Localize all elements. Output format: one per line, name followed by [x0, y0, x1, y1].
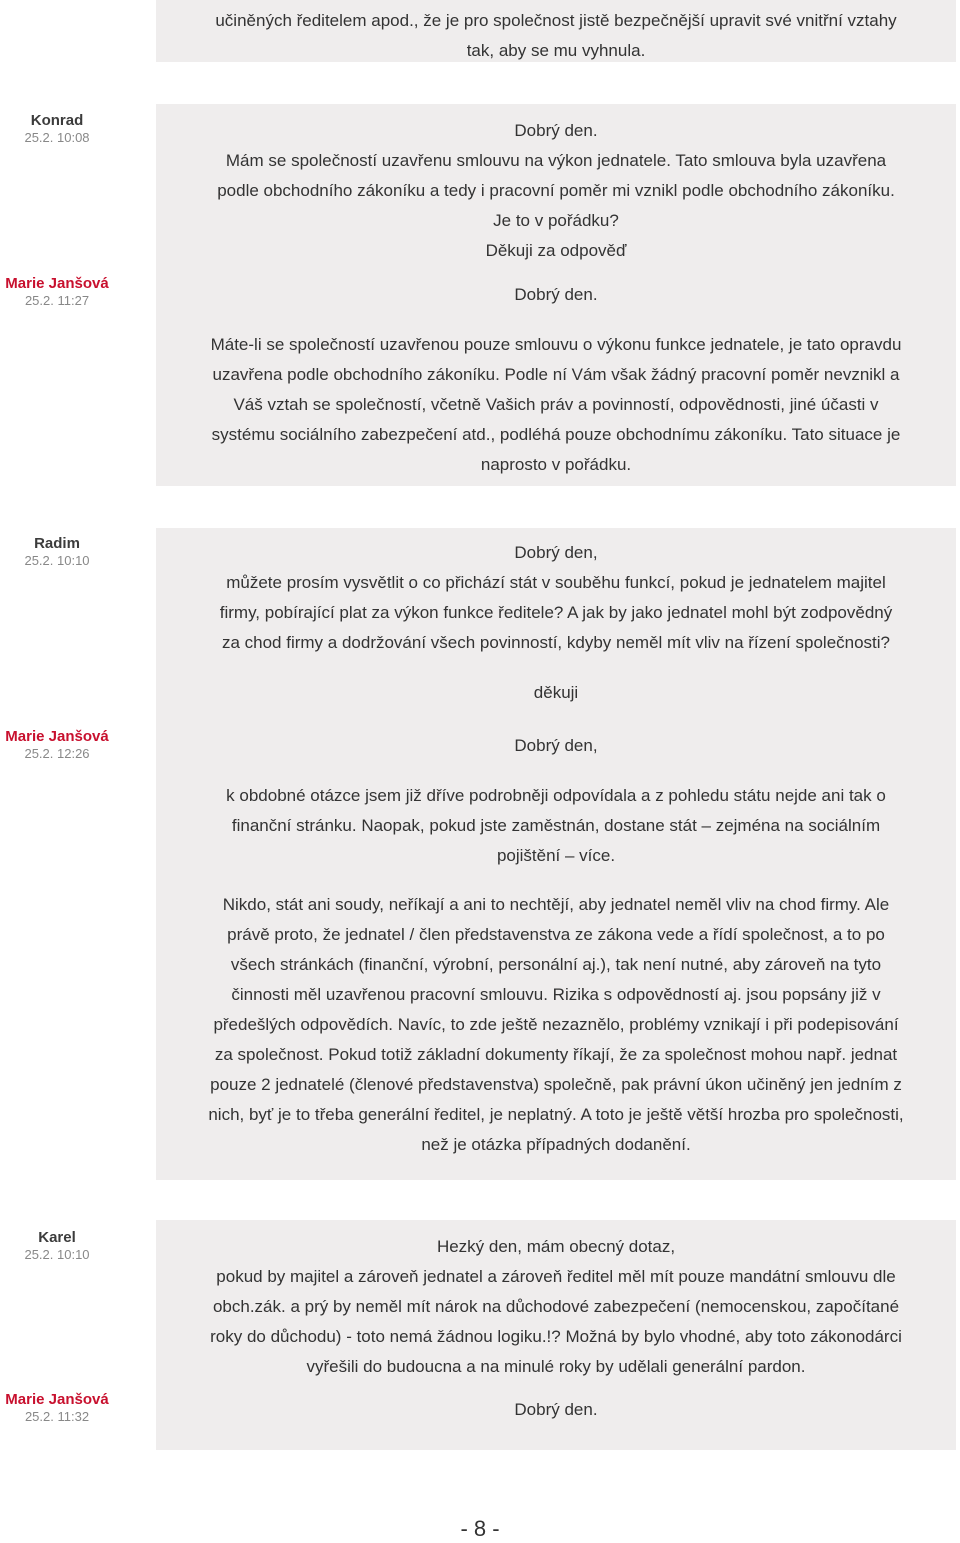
- question-text-line: roky do důchodu) - toto nemá žádnou logiku.!? Možná by bylo vhodné, aby toto zákonodárci: [210, 1327, 902, 1346]
- answer-text-line: finanční stránku. Naopak, pokud jste zaměstnán, dostane stát – zejména na sociálním: [231, 816, 881, 835]
- answer-time: 25.2. 11:27: [24, 293, 90, 308]
- answer-greeting: Dobrý den.: [514, 285, 598, 304]
- question-text-line: Dobrý den.: [514, 121, 598, 140]
- answer-text-line: za společnost. Pokud totiž základní dokumenty říkají, že za společnost mohou např. jednat: [214, 1045, 898, 1064]
- answer-author-name: Marie Janšová: [5, 728, 109, 745]
- answer-text-line: všech stránkách (finanční, výrobní, personální aj.), tak není nutné, aby zároveň na tyto: [230, 955, 882, 974]
- question-text-line: obch.zák. a prý by neměl mít nárok na důchodové zabezpečení (nemocenskou, započítané: [212, 1297, 900, 1316]
- question-text-line: děkuji: [533, 683, 579, 702]
- answer-fragment-box: [156, 0, 956, 62]
- question-text-line: Mám se společností uzavřenu smlouvu na výkon jednatele. Tato smlouva byla uzavřena: [225, 151, 887, 170]
- answer-author-name: Marie Janšová: [5, 275, 109, 292]
- answer-box: [156, 1390, 956, 1450]
- question-time: 25.2. 10:10: [24, 1247, 90, 1262]
- page-number: - 8 -: [460, 1516, 500, 1541]
- answer-box: [156, 270, 956, 486]
- answer-author-meta: [0, 1391, 114, 1425]
- answer-greeting: Dobrý den.: [514, 1400, 598, 1419]
- answer-text-line: Máte-li se společností uzavřenou pouze smlouvu o výkonu funkce jednatele, je tato opravdu: [210, 335, 902, 354]
- question-author-meta: [0, 112, 114, 146]
- answer-text-line: právě proto, že jednatel / člen představenstva ze zákona vede a řídí společnost, a to po: [227, 925, 885, 944]
- question-box: [156, 104, 956, 270]
- answer-text-line: činnosti měl uzavřenou pracovní smlouvu. Rizika s odpovědností aj. jsou popsány již v: [231, 985, 881, 1004]
- question-author-name: Karel: [38, 1229, 76, 1246]
- question-time: 25.2. 10:10: [24, 553, 90, 568]
- question-box: [156, 1220, 956, 1390]
- answer-text-line: než je otázka případných dodanění.: [421, 1135, 691, 1154]
- question-box: [156, 528, 956, 722]
- question-author-name: Radim: [34, 535, 80, 552]
- answer-text-line: tak, aby se mu vyhnula.: [466, 41, 646, 60]
- question-time: 25.2. 10:08: [24, 130, 90, 145]
- answer-text-line: pouze 2 jednatelé (členové představenstva) společně, pak právní úkon učiněný jen jedním z: [210, 1075, 902, 1094]
- answer-text-line: uzavřena podle obchodního zákoníku. Podle ní Vám však žádný pracovní poměr nevznikl a: [212, 365, 900, 384]
- question-text-line: Děkuji za odpověď: [485, 241, 627, 260]
- answer-text-line: učiněných ředitelem apod., že je pro společnost jistě bezpečnější upravit své vnitřní vztahy: [215, 11, 897, 30]
- answer-text-line: pojištění – více.: [496, 846, 616, 865]
- answer-text-line: systému sociálního zabezpečení atd., podléhá pouze obchodnímu zákoníku. Tato situace je: [211, 425, 901, 444]
- answer-time: 25.2. 11:32: [24, 1409, 90, 1424]
- answer-text-line: Nikdo, stát ani soudy, neříkají a ani to nechtějí, aby jednatel neměl vliv na chod firmy. Ale: [222, 895, 890, 914]
- question-text-line: firmy, pobírající plat za výkon funkce ředitele? A jak by jako jednatel mohl být zodpovědný: [219, 603, 893, 622]
- answer-text-line: Váš vztah se společností, včetně Vašich práv a povinností, odpovědnosti, jiné účasti v: [233, 395, 879, 414]
- answer-author-meta: [0, 728, 114, 762]
- question-text-line: pokud by majitel a zároveň jednatel a zároveň ředitel měl mít pouze mandátní smlouvu dle: [216, 1267, 896, 1286]
- question-text-line: vyřešili do budoucna a na minulé roky by udělali generální pardon.: [306, 1357, 806, 1376]
- answer-text-line: nich, byť je to třeba generální ředitel, je neplatný. A toto je ještě větší hrozba pro společnosti,: [208, 1105, 904, 1124]
- question-author-meta: [0, 1229, 114, 1263]
- answer-time: 25.2. 12:26: [24, 746, 90, 761]
- question-author-name: Konrad: [30, 112, 84, 129]
- answer-text-line: předešlých odpovědích. Navíc, to zde ještě nezaznělo, problémy vznikají i při podepisování: [213, 1015, 899, 1034]
- question-text-line: Hezký den, mám obecný dotaz,: [436, 1237, 676, 1256]
- answer-greeting: Dobrý den,: [514, 736, 598, 755]
- answer-author-name: Marie Janšová: [5, 1391, 109, 1408]
- answer-text-line: k obdobné otázce jsem již dříve podrobněji odpovídala a z pohledu státu nejde ani tak o: [226, 786, 886, 805]
- answer-text-line: naprosto v pořádku.: [480, 455, 632, 474]
- question-text-line: za chod firmy a dodržování všech povinností, kdyby neměl mít vliv na řízení společnosti?: [221, 633, 891, 652]
- answer-box: [156, 722, 956, 1180]
- question-author-meta: [0, 535, 114, 569]
- question-text-line: Dobrý den,: [514, 543, 598, 562]
- question-text-line: můžete prosím vysvětlit o co přichází stát v souběhu funkcí, pokud je jednatelem majitel: [226, 573, 886, 592]
- question-text-line: podle obchodního zákoníku a tedy i pracovní poměr mi vznikl podle obchodního zákoníku.: [217, 181, 895, 200]
- question-text-line: Je to v pořádku?: [493, 211, 619, 230]
- answer-author-meta: [0, 275, 114, 309]
